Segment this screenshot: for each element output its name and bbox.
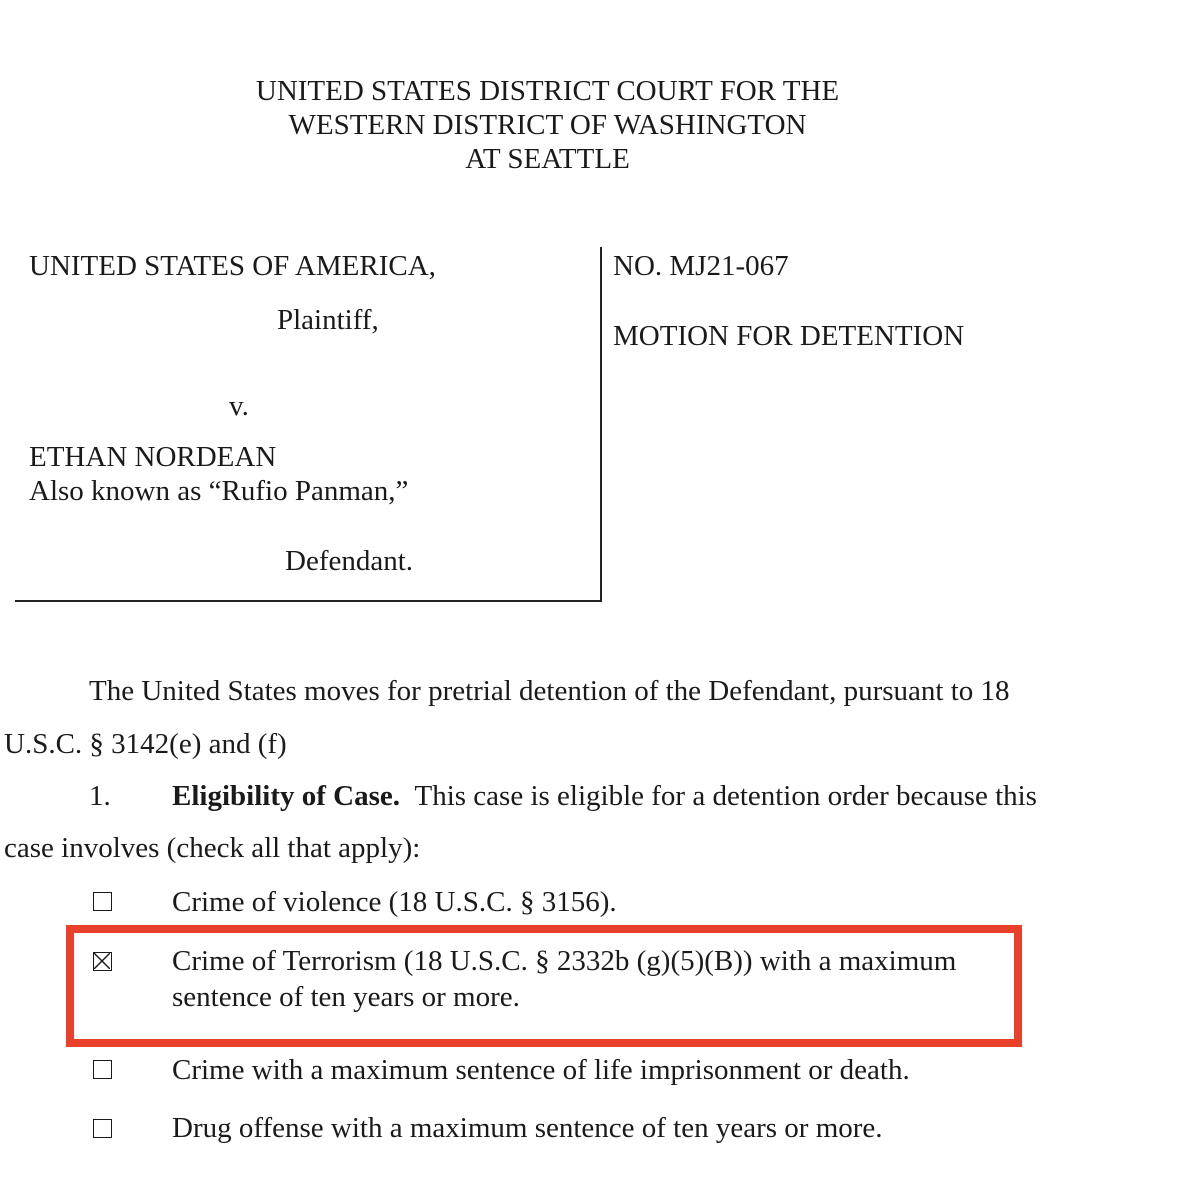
court-heading-line-2: WESTERN DISTRICT OF WASHINGTON xyxy=(288,109,807,141)
versus-label: v. xyxy=(229,390,249,422)
checklist-item-drug-offense: Drug offense with a maximum sentence of ten years or more. xyxy=(172,1112,883,1144)
section-line-1 xyxy=(172,780,1037,813)
caption-bottom-rule xyxy=(15,600,602,602)
checklist-item-life-imprisonment: Crime with a maximum sentence of life imprisonment or death. xyxy=(172,1054,910,1086)
section-text-line-1: This case is eligible for a detention order because this xyxy=(414,780,1037,812)
section-number: 1. xyxy=(89,780,111,812)
section-text-line-2: case involves (check all that apply): xyxy=(4,832,421,864)
checklist-item-crime-of-terrorism: Crime of Terrorism (18 U.S.C. § 2332b (g)(5)(B)) with a maximum xyxy=(172,945,957,977)
plaintiff-role: Plaintiff, xyxy=(277,304,379,336)
document-title: MOTION FOR DETENTION xyxy=(613,320,965,352)
intro-paragraph-line-2: U.S.C. § 3142(e) and (f) xyxy=(4,728,287,760)
checkbox-life-imprisonment[interactable] xyxy=(93,1060,112,1079)
plaintiff-name: UNITED STATES OF AMERICA, xyxy=(29,250,436,282)
court-heading-line-1: UNITED STATES DISTRICT COURT FOR THE xyxy=(255,75,840,107)
case-number: NO. MJ21-067 xyxy=(613,250,789,282)
checkbox-drug-offense[interactable] xyxy=(93,1119,112,1138)
checklist-item-crime-of-violence: Crime of violence (18 U.S.C. § 3156). xyxy=(172,886,617,918)
defendant-role: Defendant. xyxy=(285,545,414,577)
court-heading-line-3: AT SEATTLE xyxy=(465,143,630,175)
intro-paragraph-line-1: The United States moves for pretrial detention of the Defendant, pursuant to 18 xyxy=(89,675,1010,707)
section-heading: Eligibility of Case. xyxy=(172,780,400,812)
checklist-item-crime-of-terrorism-line-2: sentence of ten years or more. xyxy=(172,981,520,1013)
caption-vertical-divider xyxy=(600,247,602,602)
court-heading xyxy=(0,74,1095,176)
defendant-alias: Also known as “Rufio Panman,” xyxy=(29,475,409,507)
checkbox-crime-of-violence[interactable] xyxy=(93,892,112,911)
defendant-name: ETHAN NORDEAN xyxy=(29,441,277,473)
highlight-box xyxy=(66,925,1022,1047)
